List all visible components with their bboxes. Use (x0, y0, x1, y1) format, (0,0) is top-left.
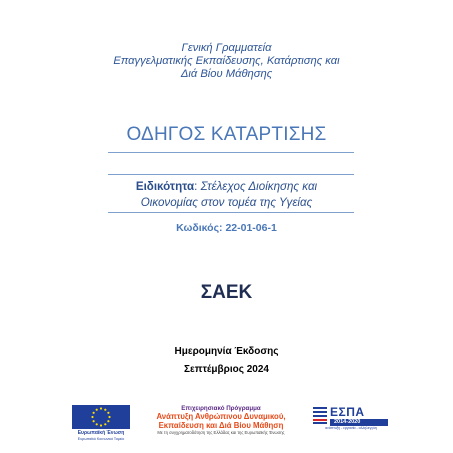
specialty-separator: : (194, 180, 201, 193)
op-line4: Με τη συγχρηματοδότηση της Ελλάδας και της Ευρωπαϊκής Ένωσης (157, 430, 285, 435)
op-line1: Επιχειρησιακό Πρόγραμμα (181, 405, 261, 412)
op-line3: Εκπαίδευση και Διά Βίου Μάθηση (158, 421, 284, 430)
op-logo (136, 405, 306, 436)
specialty-bottom-rule (108, 212, 354, 213)
institution-name: ΣΑΕΚ (200, 282, 253, 303)
eu-caption-line1: Ευρωπαϊκή Ένωση (77, 430, 125, 436)
issue-date-label: Ημερομηνία Έκδοσης (174, 346, 279, 357)
specialty-label: Ειδικότητα (135, 180, 195, 193)
eu-flag-icon (72, 405, 130, 429)
espa-subtitle: ανάπτυξη - εργασία - αλληλεγγύη (325, 426, 377, 430)
header-line-1: Γενική Γραμματεία (181, 42, 272, 54)
op-line2: Ανάπτυξη Ανθρώπινου Δυναμικού, (156, 412, 286, 421)
header-line-2: Επαγγελματικής Εκπαίδευσης, Κατάρτισης και (113, 55, 340, 67)
specialty-block (0, 179, 453, 211)
header-line-3: Διά Βίου Μάθησης (180, 68, 273, 80)
specialty-name-line1: Στέλεχος Διοίκησης και (200, 180, 318, 193)
document-title: ΟΔΗΓΟΣ ΚΑΤΑΡΤΙΣΗΣ (126, 124, 327, 145)
specialty-code: Κωδικός: 22-01-06-1 (176, 222, 277, 234)
eu-caption (64, 430, 138, 442)
espa-logo (312, 405, 390, 431)
issue-date: Σεπτέμβριος 2024 (184, 364, 269, 375)
espa-title: ΕΣΠΑ (330, 405, 365, 419)
specialty-top-rule (108, 174, 354, 175)
eu-caption-line2: Ευρωπαϊκό Κοινωνικό Ταμείο (77, 437, 125, 441)
espa-years: 2014-2020 (334, 419, 361, 425)
title-underline (108, 152, 354, 153)
specialty-name-line2: Οικονομίας στον τομέα της Υγείας (140, 196, 313, 209)
